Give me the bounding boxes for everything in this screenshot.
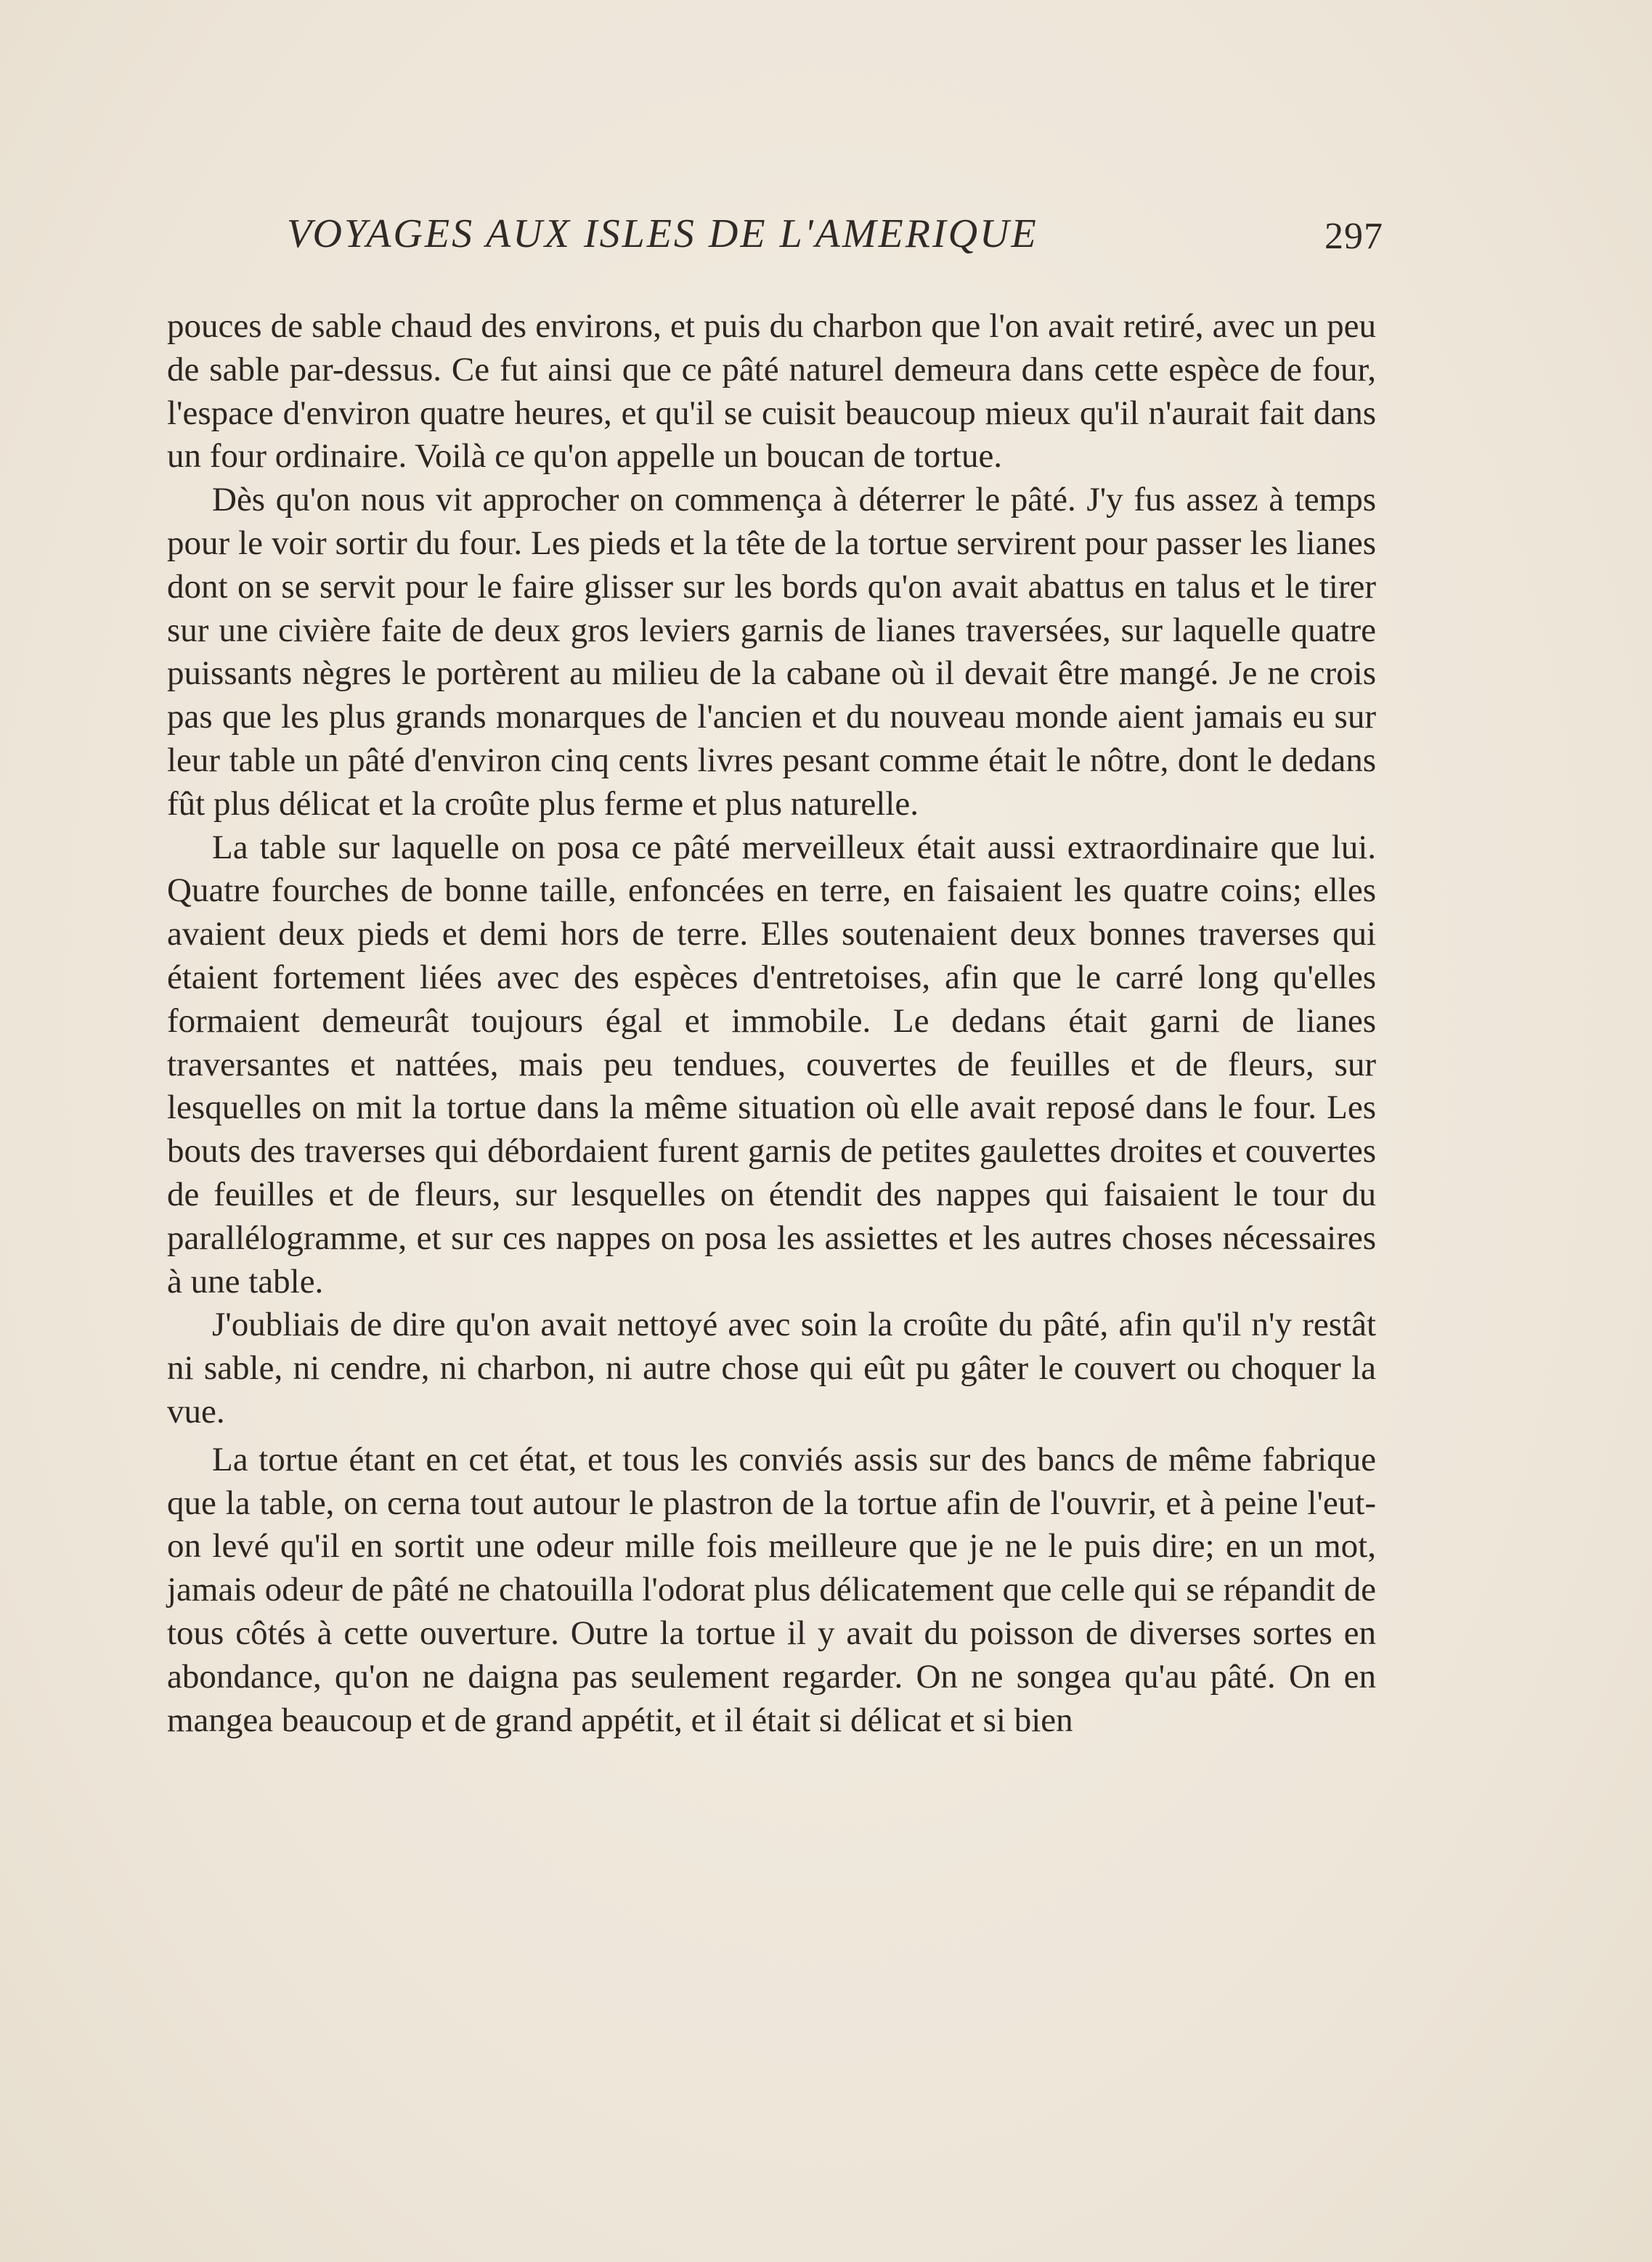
paragraph-depart-du-four: Dès qu'on nous vit approcher on commença à déterrer le pâté. J'y fus assez à temps pour le voir sortir du four. Les pieds et la tête de la tortue servirent pour passer les lianes dont on se servit pour le faire glisser sur les bords qu'on avait abattus en talus et le tirer sur une civière faite de deux gros leviers garnis de lianes traversées, sur laquelle quatre puissants nègres le portèrent au milieu de la cabane où il devait être mangé. Je ne crois pas que les plus grands monarques de l'ancien et du nouveau monde aient jamais eu sur leur table un pâté d'environ cinq cents livres pesant comme était le nôtre, dont le dedans fût plus délicat et la croûte plus ferme et plus naturelle. (167, 481, 1376, 823)
paragraph-la-table: La table sur laquelle on posa ce pâté merveilleux était aussi extraordinaire que lui. Quatre fourches de bonne taille, enfoncées en terre, en faisaient les quatre coins; elles avaient deux pieds et demi hors de terre. Elles soutenaient deux bonnes traverses qui étaient fortement liées avec des espèces d'entretoises, afin que le carré long qu'elles formaient demeurât toujours égal et immobile. Le dedans était garni de lianes traversantes et nattées, mais peu tendues, couvertes de feuilles et de fleurs, sur lesquelles on mit la tortue dans la même situation où elle avait reposé dans le four. Les bouts des traverses qui débordaient furent garnis de petites gaulettes droites et couvertes de feuilles et de fleurs, sur lesquelles on étendit des nappes qui faisaient le tour du parallélogramme, et sur ces nappes on posa les assiettes et les autres choses nécessaires à une table. (167, 828, 1376, 1301)
page-header (287, 211, 1383, 269)
paragraph-nettoyage: J'oubliais de dire qu'on avait nettoyé avec soin la croûte du pâté, afin qu'il n'y restât ni sable, ni cendre, ni charbon, ni autre chose qui eût pu gâter le couvert ou choquer la vue. (167, 1306, 1376, 1431)
paragraph-continuation: pouces de sable chaud des environs, et puis du charbon que l'on avait retiré, avec un peu de sable par-dessus. Ce fut ainsi que ce pâté naturel demeura dans cette espèce de four, l'espace d'environ quatre heures, et qu'il se cuisit beaucoup mieux qu'il n'aurait fait dans un four ordinaire. Voilà ce qu'on appelle un boucan de tortue. (167, 307, 1376, 476)
page-number: 297 (1325, 216, 1383, 257)
paragraph-le-repas: La tortue étant en cet état, et tous les conviés assis sur des bancs de même fabrique que la table, on cerna tout autour le plastron de la tortue afin de l'ouvrir, et à peine l'eut-on levé qu'il en sortit une odeur mille fois meilleure que je ne le puis dire; en un mot, jamais odeur de pâté ne chatouilla l'odorat plus délicatement que celle qui se répandit de tous côtés à cette ouverture. Outre la tortue il y avait du poisson de diverses sortes en abondance, qu'on ne daigna pas seulement regarder. On ne songea qu'au pâté. On en mangea beaucoup et de grand appétit, et il était si délicat et si bien (167, 1440, 1376, 1739)
running-title: VOYAGES AUX ISLES DE L'AMERIQUE (287, 211, 1038, 256)
body-text (167, 305, 1376, 1742)
